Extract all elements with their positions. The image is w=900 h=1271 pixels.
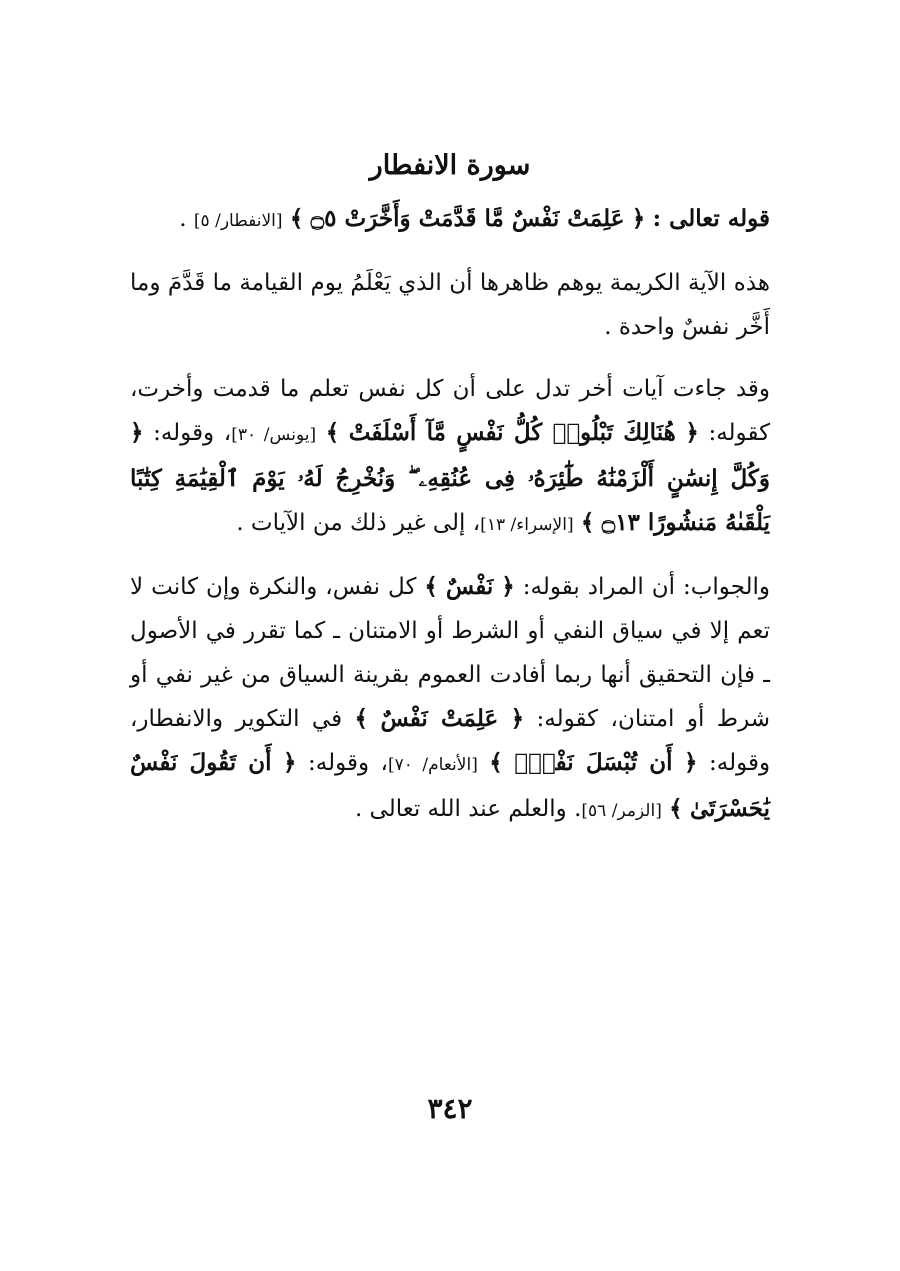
ornate-bracket-close: ﴾ xyxy=(669,795,683,822)
ornate-bracket-open: ﴿ xyxy=(130,419,144,446)
verse-reference: [الزمر/ ٥٦] xyxy=(581,801,662,821)
paragraph-2-text-1: وقد جاءت آيات أخر تدل على أن كل نفس تعلم ما قدمت وأخرت، كقوله: xyxy=(130,376,771,446)
quran-verse: نَفْسٌ xyxy=(445,573,494,600)
ornate-bracket-close: ﴾ xyxy=(289,205,304,232)
intro-lead: قوله تعالى : xyxy=(652,205,770,232)
paragraph-3-text-1: والجواب: أن المراد بقوله: xyxy=(522,574,771,600)
paragraph-3-text-3: في التكوير والانفطار، وقوله: xyxy=(130,706,771,776)
quran-verse: أَن تَقُولَ نَفْسٌ يَٰحَسْرَتَىٰ xyxy=(130,749,770,822)
ornate-bracket-close: ﴾ xyxy=(424,573,438,600)
paragraph-2-text-2: ، وقوله: xyxy=(153,420,232,446)
quran-verse: هُنَالِكَ تَبْلُوا۟ كُلُّ نَفْسٍ مَّآ أَسْلَفَتْ xyxy=(348,419,676,446)
ornate-bracket-close: ﴾ xyxy=(354,705,369,732)
quran-verse: وَكُلَّ إِنسَٰنٍ أَلْزَمْنَٰهُ طَٰٓئِرَهُۥ فِى عُنُقِهِۦ ۖ وَنُخْرِجُ لَهُۥ يَوْمَ ٱلْقِيَٰمَةِ كِتَٰبًا يَلْقَىٰهُ مَنشُورًا ۝١٣ xyxy=(130,465,770,536)
ornate-bracket-close: ﴾ xyxy=(325,419,340,446)
quran-verse: أَن تُبْسَلَ نَفْسٌۢ xyxy=(514,749,673,776)
ornate-bracket-close: ﴾ xyxy=(489,749,503,776)
ornate-bracket-open: ﴿ xyxy=(685,419,699,446)
paragraph-2-text-3: ، إلى غير ذلك من الآيات . xyxy=(236,510,481,536)
paragraph-3-text-2: كل نفس، والنكرة وإن كانت لا تعم إلا في سياق النفي أو الشرط أو الامتنان ـ كما تقرر في الأصول ـ فإن التحقيق أنها ربما أفادت العموم بقرينة السياق من غير نفي أو شرط أو امتنان، كقوله: xyxy=(130,574,771,732)
page-body xyxy=(130,150,770,851)
paragraph-2 xyxy=(130,367,770,547)
ornate-bracket-open: ﴿ xyxy=(510,705,525,732)
verse-reference: [الإسراء/ ١٣] xyxy=(480,515,574,535)
ornate-bracket-open: ﴿ xyxy=(684,749,698,776)
intro-line xyxy=(130,197,770,243)
ornate-bracket-open: ﴿ xyxy=(501,573,515,600)
quran-verse: عَلِمَتْ نَفْسٌ مَّا قَدَّمَتْ وَأَخَّرَتْ ۝٥ xyxy=(310,205,625,232)
ornate-bracket-open: ﴿ xyxy=(283,749,297,776)
ornate-bracket-close: ﴾ xyxy=(580,509,595,536)
verse-reference: [الأنعام/ ٧٠] xyxy=(387,755,478,775)
verse-reference: [يونس/ ٣٠] xyxy=(231,425,317,445)
paragraph-3-text-5: . والعلم عند الله تعالى . xyxy=(354,796,582,822)
paragraph-3-text-4: ، وقوله: xyxy=(308,750,388,776)
paragraph-3 xyxy=(130,565,770,833)
paragraph-1: هذه الآية الكريمة يوهم ظاهرها أن الذي يَعْلَمُ يوم القيامة ما قَدَّمَ وما أَخَّر نفسٌ واحدة . xyxy=(130,270,770,340)
surah-title: سورة الانفطار xyxy=(369,150,531,181)
verse-reference: [الانفطار/ ٥] xyxy=(193,211,283,231)
quran-verse: عَلِمَتْ نَفْسٌ xyxy=(380,705,499,732)
intro-tail: . xyxy=(179,206,187,232)
page-number: ٣٤٢ xyxy=(427,1092,473,1125)
ornate-bracket-open: ﴿ xyxy=(631,205,646,232)
